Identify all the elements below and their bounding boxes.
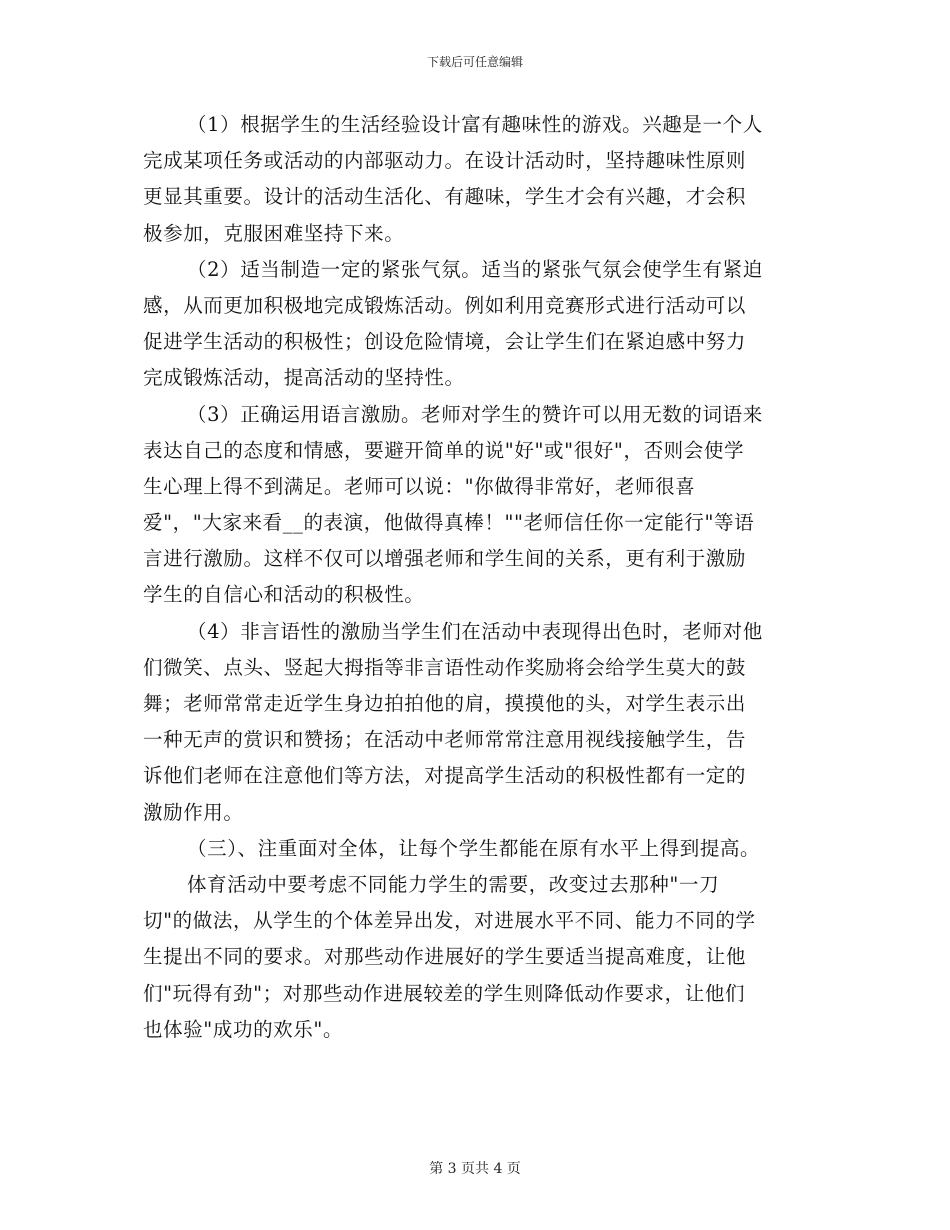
text-line: 们微笑、点头、竖起大拇指等非言语性动作奖励将会给学生莫大的鼓	[143, 655, 747, 679]
text-line: 言进行激励。这样不仅可以增强老师和学生间的关系，更有利于激励	[143, 547, 747, 571]
text-line: 学生的自信心和活动的积极性。	[143, 583, 425, 607]
text-line: 爱"，"大家来看__的表演，他做得真棒！""老师信任你一定能行"等语	[143, 511, 755, 535]
text-line: 舞；老师常常走近学生身边拍拍他的肩，摸摸他的头，对学生表示出	[143, 692, 747, 715]
document-body	[143, 107, 815, 1048]
text-line: 诉他们老师在注意他们等方法，对提高学生活动的积极性都有一定的	[143, 764, 747, 788]
text-line: 感，从而更加积极地完成锻炼活动。例如利用竞赛形式进行活动可以	[143, 293, 747, 317]
text-line: 切"的做法，从学生的个体差异出发，对进展水平不同、能力不同的学	[143, 909, 756, 933]
text-line: 激励作用。	[143, 800, 244, 824]
text-line: 完成锻炼活动，提高活动的坚持性。	[143, 366, 465, 390]
text-line: （2）适当制造一定的紧张气氛。适当的紧张气氛会使学生有紧迫	[187, 257, 763, 281]
text-line: 极参加，克服困难坚持下来。	[143, 221, 405, 245]
page-header: 下载后可任意编辑	[426, 55, 523, 69]
text-line: 表达自己的态度和情感，要避开简单的说"好"或"很好"，否则会使学	[143, 438, 745, 462]
text-line: 更显其重要。设计的活动生活化、有趣味，学生才会有兴趣，才会积	[143, 185, 747, 209]
text-line: 们"玩得有劲"；对那些动作进展较差的学生则降低动作要求，让他们	[143, 981, 746, 1005]
text-line: 生提出不同的要求。对那些动作进展好的学生要适当提高难度，让他	[143, 945, 747, 969]
text-line: 也体验"成功的欢乐"。	[143, 1017, 344, 1041]
text-line: （3）正确运用语言激励。老师对学生的赞许可以用无数的词语来	[187, 402, 763, 426]
page-footer: 第 3 页共 4 页	[429, 1161, 521, 1177]
text-line: （1）根据学生的生活经验设计富有趣味性的游戏。兴趣是一个人	[187, 113, 763, 136]
text-line: 一种无声的赏识和赞扬；在活动中老师常常注意用视线接触学生，告	[143, 728, 747, 752]
text-line: （三）、注重面对全体，让每个学生都能在原有水平上得到提高。	[187, 836, 761, 860]
text-line: （4）非言语性的激励当学生们在活动中表现得出色时，老师对他	[187, 619, 763, 643]
text-line: 完成某项任务或活动的内部驱动力。在设计活动时，坚持趣味性原则	[143, 149, 747, 173]
text-line: 生心理上得不到满足。老师可以说："你做得非常好，老师很喜	[143, 474, 696, 498]
text-line: 体育活动中要考虑不同能力学生的需要，改变过去那种"一刀	[187, 872, 720, 896]
text-line: 促进学生活动的积极性；创设危险情境，会让学生们在紧迫感中努力	[143, 330, 747, 354]
